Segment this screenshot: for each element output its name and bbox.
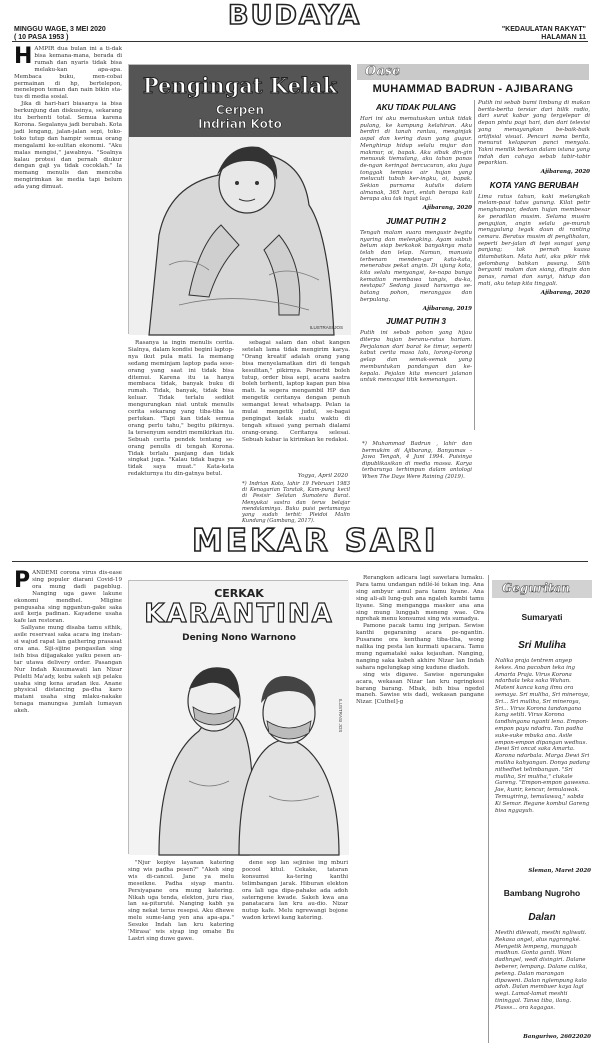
story1-body: Jika di hari-hari biasanya ia bisa berkunjung dan diskusinya, sekarang itu berhenti total. Semua karena Korona. Segalanya jadi berubah. Kota jadi lengang, jalan-jalan sepi, toko-toko tutup dan hampir semua orang mengalami ke-sulitan ekonomi. "Aku malas mengisi," jawabnya. "Soalnya kalau protesi dan pernah diukur dengan gaji ya tidak cocoklah." Ia memang menulis dan mencoba mengirimkan ke media tapi belum ada yang dimuat.: [14, 101, 122, 191]
story2-illustration: [128, 580, 348, 854]
poem-title: AKU TIDAK PULANG: [376, 103, 456, 112]
story1-lead: AMPIR dua bulan ini a ti-dak bisa kemana-mana, berada di rumah dan nyaris tidak bisa melaku-kan apa-apa. Membaca buku, men-cobai permainan di hp, bertelepon, menelepon teman dan nain bikin sta-tus di media sosial.: [14, 46, 122, 101]
oase-column-left: [360, 100, 472, 440]
geguritan-author-2: Bambang Nugroho: [503, 888, 581, 898]
poem-text: Lima ratus tahun, kaki melangkah melam-paui tatus gunung. Kilat petir menghampar, dedam hujan membesar ke peradilan musim. Selama musim pengujian, angin selalu ge-muruh menggulung tegak daun di ranting cemara. Beratus musim di penglihatan, seperti ber-jalan di tepi sungai yang panjang; tak pernah kuasa ditambatkan. Mata hati, aku pikir risk gelombang bahkan pasang. Silih berganti malam dan siang, dingin dan panas, ramai dan sunyi, hidup dan mati, aku tetap kita tinggali.: [478, 193, 590, 287]
story1-column-3: [242, 340, 350, 472]
poem-title: JUMAT PUTIH 2: [386, 216, 446, 226]
story1-author-bio: *) Indrian Koto, lahir 19 Februari 1983 di Kenagarian Taratak, Kam-pung kecil di Pesisir Selatan Sumatera Barat. Menyukai sastra dan terus belajar mendalaminya. Buku puisi pertamanya yang sudah terbit: Pleidoi Malin Kundang (Gambang, 2017).: [242, 481, 350, 525]
poem-text: Tengah malam suara mengusir begitu nyaring dan melengking. Ayam subuh belum siap berkokok banyaknya mata telah dan lelap. Namun, manusia terbenam menden-gar kata-kata, menerabas pekat angin. Di ujung kota, kita selalu menyangsi, ke-napa bunga kematian membawa tangis, du-ka, nestapa? Sedang jasad harusnya se-batang pohon, meranggas dan berpulang.: [360, 229, 472, 303]
poem-date: Ajibarang, 2020: [540, 169, 590, 176]
issue-date: MINGGU WAGE, 3 MEI 2020: [14, 26, 106, 33]
geguritan-author-1: Sumaryati: [521, 612, 563, 622]
story2-col4-text: Rerangken adicara lagi sawetara lumaku. Para tamu undangan ndilé-lé tekan ing. Ana sing ambyur amul para tamu liyane. Ana sing ali-ali lung-guh ana ngaleh kambi tamu liyane. Sing mengangga masker ana ana sing mung lunggah meneng wae. Ora ngrehak menu konsumsi sing wis sumadya.: [356, 575, 484, 623]
issue-edition: ( 10 PASA 1953 ): [14, 34, 69, 41]
story2-ending: sing wis digawe. Sawise ngerungake acara, wekasan Nizar lan kru ngringkesi barang barang. Mbak, isih bisa ngedol maneh. Sawise wis dadi, wekasan pangane Nizar. [Cuthel]-g: [356, 671, 484, 706]
story2-lead: ANDEMI corona virus dis-ease sing populer diarani Covid-19 ora mung dadi pageblug. Nanging uga gawe lakune ekonomi mendhel. Mligine pengusaha sing nggantun-gake saka asil kerja padinan. Kayadene usaha kafe lan restoran.: [14, 570, 122, 625]
geguritan-poem-2: Mesthi dilewati, mesthi ngliwati. Rekasa angel, alus nggrongké. Mengetik lempeng, munggah mudhun. Gonta ganti. Wani dadhngel, wedi disingiri. Dalane beberer, lempang. Dalane culika, peteng. Dalan marangan dipaweni. Dalan nglempung kalo adoh. Dalan membuer kaya lagi wegi. Lamat-lamat meshti tininggal. Tansa tiba, ilang. Plasss... ora kagagas.: [495, 930, 588, 1011]
geguritan-banner: [492, 580, 592, 598]
geguritan-title: Geguritan: [502, 581, 570, 595]
oase-title: Oase: [365, 64, 401, 79]
story2-col2-text: "Njur kepiye layanan katering sing wis padha pesen?" "Akeh sing wis di-cancel. Jane ya melu meseikne. Padha siyap mantu. Persiyapane ora mung katering. Nikah uga tenda, elekton, juru rias, lan sa-pituruté. Nanging kabh ya sing nekat terus resepsi. Aku dhewe melu sume-lang yen ana apa-apa." Sesuke Indah lan kru katering 'Mirasa' wis siyap ing omahe Bu Lastri sing duwe gawe.: [128, 860, 234, 942]
poem-title: JUMAT PUTIH 3: [386, 317, 446, 327]
geguritan-poem-title-2: Dalan: [528, 912, 556, 923]
story2-dropcap: P: [14, 568, 31, 593]
story1-dropcap: H: [14, 44, 33, 69]
story1-author: Indrian Koto: [198, 117, 282, 131]
column-divider: [474, 100, 475, 430]
mekar-sari-header: [0, 517, 600, 565]
story2-column-2: [128, 860, 234, 1042]
poem-date: Ajibarang, 2019: [422, 305, 472, 312]
oase-author: MUHAMMAD BADRUN - AJIBARANG: [372, 83, 574, 95]
story1-col2-text: Rasanya ia ingin menulis cerita. Sialnya, dalam kondisi begini laptop-nya ikut pula mati. Ia memang sedang meminjam laptop pada sese-orang yang saat ini tidak bisa ditemui. Karena itu ia hanya membaca tidak, banyak buku di rumah. Tidak, banyak, tidak bisa keluar. Tidak terlalu sedikit mengurungkan niat untuk menulis cerita sekarang yang tiba-tiba ia perlukan. "Tapi kan tidak semua orang perlu tahu," begitu pikirnya. Ia tersenyum sendiri memikirkan itu. Sebuah cerita pendek tentang se-orang penulis di tengah Korona. Tidak terlalu panjang dan tidak singkat juga. "Kalau tidak bagus ya tidak saya muat." Kata-kata redakturnya itu din-gatnya betul.: [128, 340, 234, 478]
issue-date-block: [14, 26, 106, 42]
story2-col4b-text: Pamone pacak tamu ing jeripan. Sewise kanthi gegaraning acara pe-ngantin. Pusarane ora kenthang tiba-tiba, wong nalika ing pesta lan kurmati upacara. Tamu mung ngamataké saka kejauhan. Nanging, nanging saka kabeh akhire Nizar lan Indah sahara ngelungkap sing kudune diadoh.: [356, 623, 484, 671]
poem-text: Hari ini aku memutuskan untuk tidak pulang, ke kampung kelahiran. Aku berdiri di tanah rantau, menginjak aspal dan kering daun yang gugur. Menghirup hidup selalu mujur dan makmur, oi, bapak. Aku sibuk din-gin menusuk tiemulang, aku tahan panas de-ngan keringat bercucuran, aku juga tonggak tempias air hujan yang melucuti tubuh ker-ingku, oi, bapak. Sekian purnama kutulis dalam almanak, 365 hari, entah berapa kali berapa aku tak ingat lagi.: [360, 116, 472, 203]
oase-author-bio: *) Muhammad Badrun , lahir dan bermukim di Ajibarang, Banyumas - Jawa Tengah, 4 Juni 1994. Puisinya dipublikasikan di media massa. Karya terbarunya terhimpun dalam antologi When The Days Were Raining (2019).: [362, 441, 472, 480]
page-number: HALAMAN 11: [541, 34, 586, 41]
section-title: BUDAYA: [228, 0, 362, 31]
mekar-sari-title: MEKAR SARI: [192, 523, 439, 559]
oase-column-right: [478, 100, 590, 508]
geguritan-poem-1: Nalika praja tentrem anyep kekes. Ana pacoban teka ing Amarta Praja. Virus Korona ndarbala teka saka Wuhan. Mateni kanca kang ilmu ora semaya. Sri muliha, Sri mineroya, Sri... Sri muliha, Sri mineroya, Sri... Virus Korona tandangana kang setiti. Virus Korona tandhingana nganti lena. Empon-empon payu ndadra. Tan padha suke-suke mbuka ana. Asile empon-empon dipangan wedhus. Dewi Sri oncat saka Amarta. Korona ndarbala. Marga Dewi Sri muliha kahyangan. Donya padang nithedhet telimbangan. "Sri muliha, Sri muliha," clukale Gareng. "Empon-empon gawesna. Jae, kunir, kencur, temulawak. Temugiring, temulawaq," sabda Ki Semar. Regane kombul Gareng bisa nggayuh.: [495, 658, 590, 814]
poem-date: Ajibarang, 2020: [422, 205, 472, 212]
story1-signoff: Yogya, April 2020: [297, 473, 348, 479]
poem-text: Putih ini sebab pohon yang hijau diterpa hujan beranu-ratus hariam. Perjalanan dari barat ke timur, seperti kabut cerita masa lalu, lorong-lorong gelap dan semak-semak yang membuntukan pandangan dan ke-kepala. Pejalan kita mencari jalanan untuk mencapai titik kemenangan.: [360, 330, 472, 384]
story1-column-1: [14, 46, 122, 512]
poem-date: Ajibarang, 2020: [540, 289, 590, 296]
geguritan-date-1: Sleman, Maret 2020: [528, 868, 591, 874]
mekar-sari-rule: [12, 561, 588, 562]
geguritan-date-2: Banguriwo, 26022020: [523, 1034, 591, 1040]
masthead: [0, 0, 600, 42]
story2-column-3: [242, 860, 348, 1042]
story2-body: Sallyane mung disaba tamu sithik, asile reservasi saka acara ing instan-si wajud rapat lan gathering prasasat ora ana. Siji-sijine pengasilan sing isih bisa diijagakake yaiku pesen an-tar utawa delivery order. Pasangan Nur Indah Kusumawati lan Nizar Pelelti Ma'ady, kebu sakeh siji pelaku usaha sing kena aradan iku. Anane physical distancing pa-dha karo matani usaha sing mlaku-nakake tenaga manungsa jumlah lumayan akeh.: [14, 625, 122, 715]
story1-illustration-credit: ILUSTRASI JOS: [309, 325, 343, 330]
story2-col3-text: dene sop lan sejinise ing mburi pocool kitul. Cekake, tataran konsumsi ka-tering kanthi telimbangan jarak. Hiburan elekton ora lali uga dipa-pahake ada adoh saterngene kwade. Sakeh kwa ana panatacara lan kru au-dio. Nizar nutup kafe. Melu ngrewangi bojone wadon kriswi kang katering.: [242, 860, 348, 922]
story2-heading: KARANTINA: [144, 599, 334, 629]
story1-col3-text: sebagai salam dan obat kangen setelah lama tidak mengirim karya. "Orang kreatif adalah orang yang bisa menyelamatkan diri di tengah kesulitan," pikirnya. Penerbit boleh tutup, order bisa sepi, acara sastra boleh terhenti, laptop kapan pun bisa mati. Ia segera mengambil HP dan mengetik ceritanya dengan penuh semangat lewat whatsapp. Pelan ia mulai mengetik judul, se-bagai pengingat kelak suatu waktu di tengah situasi yang pernah dialami orang-orang. Ceritanya selesai. Sebuah kabar ia kirimkan ke redaksi.: [242, 340, 350, 443]
story2-column-4: [356, 575, 484, 1043]
poem-text: Putih ini sebab bumi limbung di makan berita-berita tersiar dari bilik radio, dari surat kabar yang tergelepar di depan pintu pagi hari, dan dari televisi yang menayangkan be-baik-baik artifisial visual. Pencari nama berita, menurut kelaparan panci menyala. Yakni menilik berkan dalam istana yang indah dan cahaya sebab tabir-tabir peparkian.: [478, 100, 590, 167]
story1-heading: Pengingat Kelak: [142, 73, 338, 98]
geguritan-poem-title-1: Sri Muliha: [518, 640, 566, 651]
story2-illustration-credit: ILUSTRASI JOS: [338, 699, 343, 733]
story1-illustration: [128, 64, 350, 334]
publication-name: "KEDAULATAN RAKYAT": [501, 26, 586, 33]
story2-column-1: [14, 570, 122, 1042]
column-divider: [488, 575, 489, 1043]
story1-column-2: [128, 340, 234, 512]
story1-genre: Cerpen: [215, 103, 265, 117]
story2-genre: CERKAK: [214, 587, 264, 600]
oase-banner: [357, 64, 589, 80]
story2-byline: Dening Nono Warnono: [182, 633, 296, 643]
poem-title: KOTA YANG BERUBAH: [489, 180, 579, 190]
publication-block: [502, 26, 586, 42]
masthead-rule: [12, 41, 588, 42]
